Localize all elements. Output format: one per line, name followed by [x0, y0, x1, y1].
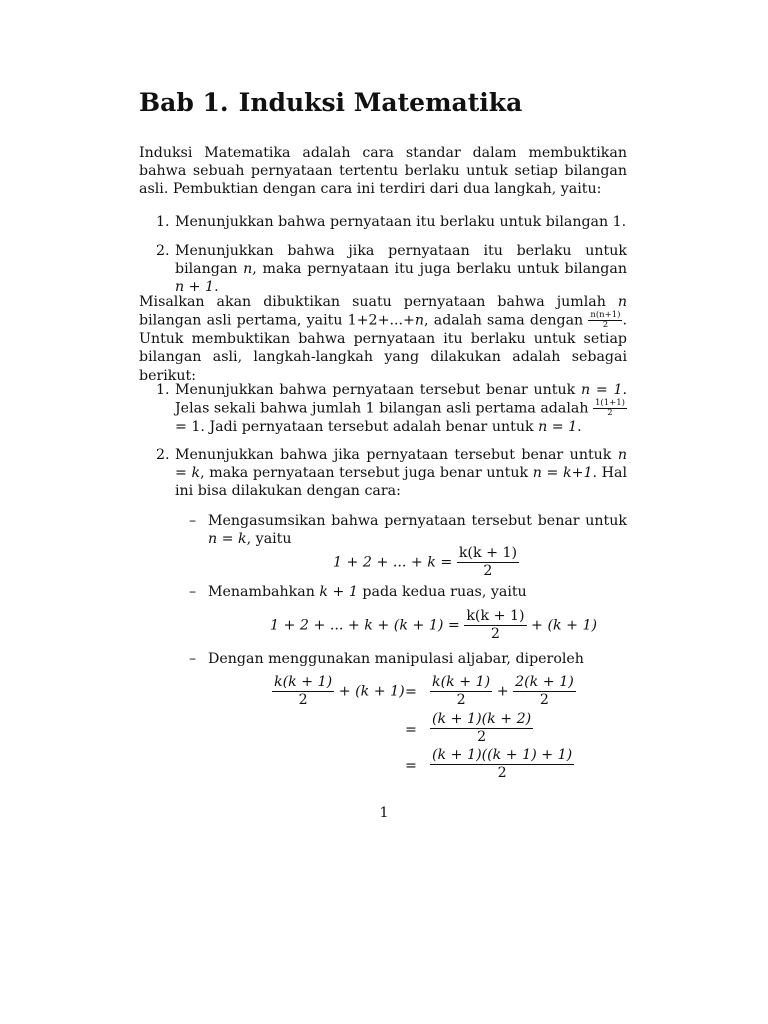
chapter-title: Induksi Matematika: [238, 88, 523, 117]
derivation-rhs-1: $\frac{k(k + 1)}{2}$ + $\frac{2(k + 1)}{2}$: [432, 674, 574, 708]
dash-bullet: –: [189, 513, 197, 529]
derivation-lhs: $\frac{k(k + 1)}{2}$ + (k + 1): [274, 674, 405, 708]
step-number: 2.: [156, 243, 170, 259]
chapter-number: Bab 1.: [139, 88, 229, 117]
equation-fraction: $\frac{k(k + 1)}{2}$: [458, 545, 518, 579]
derivation-rhs-3: [430, 747, 574, 782]
equals-sign: =: [405, 684, 417, 700]
intro-paragraph: Induksi Matematika adalah cara standar dalam membuktikan bahwa sebuah pernyataan tertentu berlaku untuk setiap bilangan asli. Pembuktian dengan cara ini terdiri dari dua langkah, yaitu:: [139, 145, 627, 198]
substep-text: Dengan menggunakan manipulasi aljabar, diperoleh: [208, 651, 584, 667]
equation-lhs: 1 + 2 + ... + k =: [333, 554, 453, 571]
equation-fraction: $\frac{k(k + 1)}{2}$: [274, 674, 333, 708]
proof-number: 1.: [156, 382, 170, 398]
equation-fraction: $\frac{2(k + 1)}{2}$: [515, 674, 574, 708]
explanation-paragraph: Misalkan akan dibuktikan suatu pernyataan bahwa jumlah n bilangan asli pertama, yaitu 1+2+...+n, adalah sama dengan $\frac{n(n+1)}{2}$ . Untuk membuktikan bahwa pernyataan itu berlaku untuk setiap bilangan asli, langkah-langkah yang dilakukan adalah sebagai berikut:: [139, 294, 627, 384]
equals-sign: =: [405, 758, 417, 774]
proof-number: 2.: [156, 447, 170, 463]
equation-lhs: 1 + 2 + ... + k + (k + 1) =: [270, 617, 460, 634]
step-text: Menunjukkan bahwa pernyataan itu berlaku untuk bilangan 1.: [175, 214, 627, 230]
equation-tail: + (k + 1): [531, 617, 598, 634]
substep-text: Mengasumsikan bahwa pernyataan tersebut benar untuk n = k, yaitu: [208, 513, 627, 548]
step-number: 1.: [156, 214, 170, 230]
equation-fraction: $\frac{k(k + 1)}{2}$: [466, 608, 525, 642]
dash-bullet: –: [189, 651, 197, 667]
equation-fraction: $\frac{(k + 1)(k + 2)}{2}$: [432, 711, 532, 745]
equals-sign: =: [405, 722, 417, 738]
step-text: Menunjukkan bahwa jika pernyataan itu berlaku untuk bilangan n, maka pernyataan itu juga berlaku untuk bilangan n + 1.: [175, 243, 627, 296]
proof-text: Menunjukkan bahwa pernyataan tersebut benar untuk n = 1. Jelas sekali bahwa jumlah 1 bilangan asli pertama adalah $\frac{1(1+1)}{2}$ = 1. Jadi pernyataan tersebut adalah benar untuk n = 1.: [175, 382, 628, 436]
page-number: 1: [379, 805, 389, 821]
fraction: $\frac{n(n+1)}{2}$: [590, 310, 621, 331]
dash-bullet: –: [189, 584, 197, 600]
derivation-rhs-2: [430, 711, 533, 746]
fraction: $\frac{1(1+1)}{2}$: [595, 398, 625, 419]
substep-text: Menambahkan k + 1 pada kedua ruas, yaitu: [208, 584, 527, 600]
equation-fraction: $\frac{k(k + 1)}{2}$: [432, 674, 491, 708]
equation-fraction: $\frac{(k + 1)((k + 1) + 1)}{2}$: [432, 747, 573, 781]
proof-text: Menunjukkan bahwa jika pernyataan tersebut benar untuk n = k, maka pernyataan tersebut juga benar untuk n = k+1. Hal ini bisa dilakukan dengan cara:: [175, 447, 628, 500]
